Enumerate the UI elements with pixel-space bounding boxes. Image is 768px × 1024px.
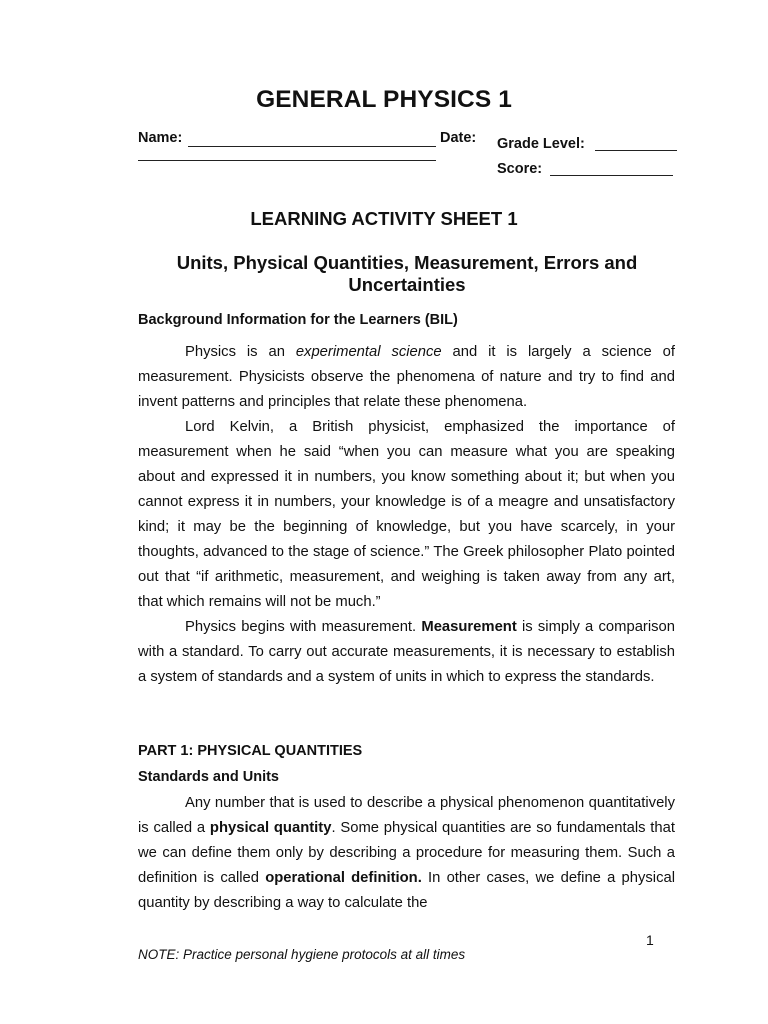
name-label: Name: <box>138 130 183 146</box>
bold-term: operational definition. <box>265 870 422 886</box>
part1-paragraph-1: Any number that is used to describe a physical phenomenon quantitatively is called a physical quantity. Some physical quantities are so fundamentals that we can define them only by describing a procedure for measuring them. Such a definition is called operational definition. In other cases, we define a physical quantity by describing a way to calculate the <box>138 795 675 911</box>
bold-term: Measurement <box>421 619 517 635</box>
score-label: Score: <box>497 161 543 177</box>
part1-heading: PART 1: PHYSICAL QUANTITIES <box>138 743 363 759</box>
bil-heading: Background Information for the Learners (BIL) <box>138 312 458 328</box>
name-field-line[interactable] <box>188 146 436 147</box>
bold-term: physical quantity <box>209 820 332 836</box>
sheet-title: LEARNING ACTIVITY SHEET 1 <box>250 208 518 229</box>
bil-paragraph-3: Physics begins with measurement. Measurement is simply a comparison with a standard. To carry out accurate measurements, it is necessary to establish a system of standards and a system of units in which to express the standards. <box>138 619 675 685</box>
emphasis-text: experimental science <box>295 344 442 360</box>
footer-note: NOTE: Practice personal hygiene protocols at all times <box>138 947 466 962</box>
score-field-line[interactable] <box>550 175 673 176</box>
part1-subheading: Standards and Units <box>138 769 279 785</box>
grade-level-field-line[interactable] <box>595 150 677 151</box>
bil-paragraph-2: Lord Kelvin, a British physicist, emphasized the importance of measurement when he said “when you can measure what you are speaking about and expressed it in numbers, you know something about it; but when you cannot express it in numbers, your knowledge is of a meagre and unsatisfactory kind; it may be the beginning of knowledge, but you have scarcely, in your thoughts, advanced to the stage of science.” The Greek philosopher Plato pointed out that “if arithmetic, measurement, and weighing is taken away from any art, that which remains will not be much.” <box>138 419 675 610</box>
page-number: 1 <box>646 932 654 948</box>
bil-paragraph-1: Physics is an experimental science and it is largely a science of measurement. Physicists observe the phenomena of nature and try to find and invent patterns and principles that relate these phenomena. <box>138 344 675 410</box>
page-title: GENERAL PHYSICS 1 <box>256 86 512 113</box>
date-label: Date: <box>440 130 477 146</box>
date-field-line[interactable] <box>138 160 436 161</box>
grade-level-label: Grade Level: <box>497 136 585 152</box>
sheet-subtitle: Units, Physical Quantities, Measurement, Errors and Uncertainties <box>176 252 638 295</box>
